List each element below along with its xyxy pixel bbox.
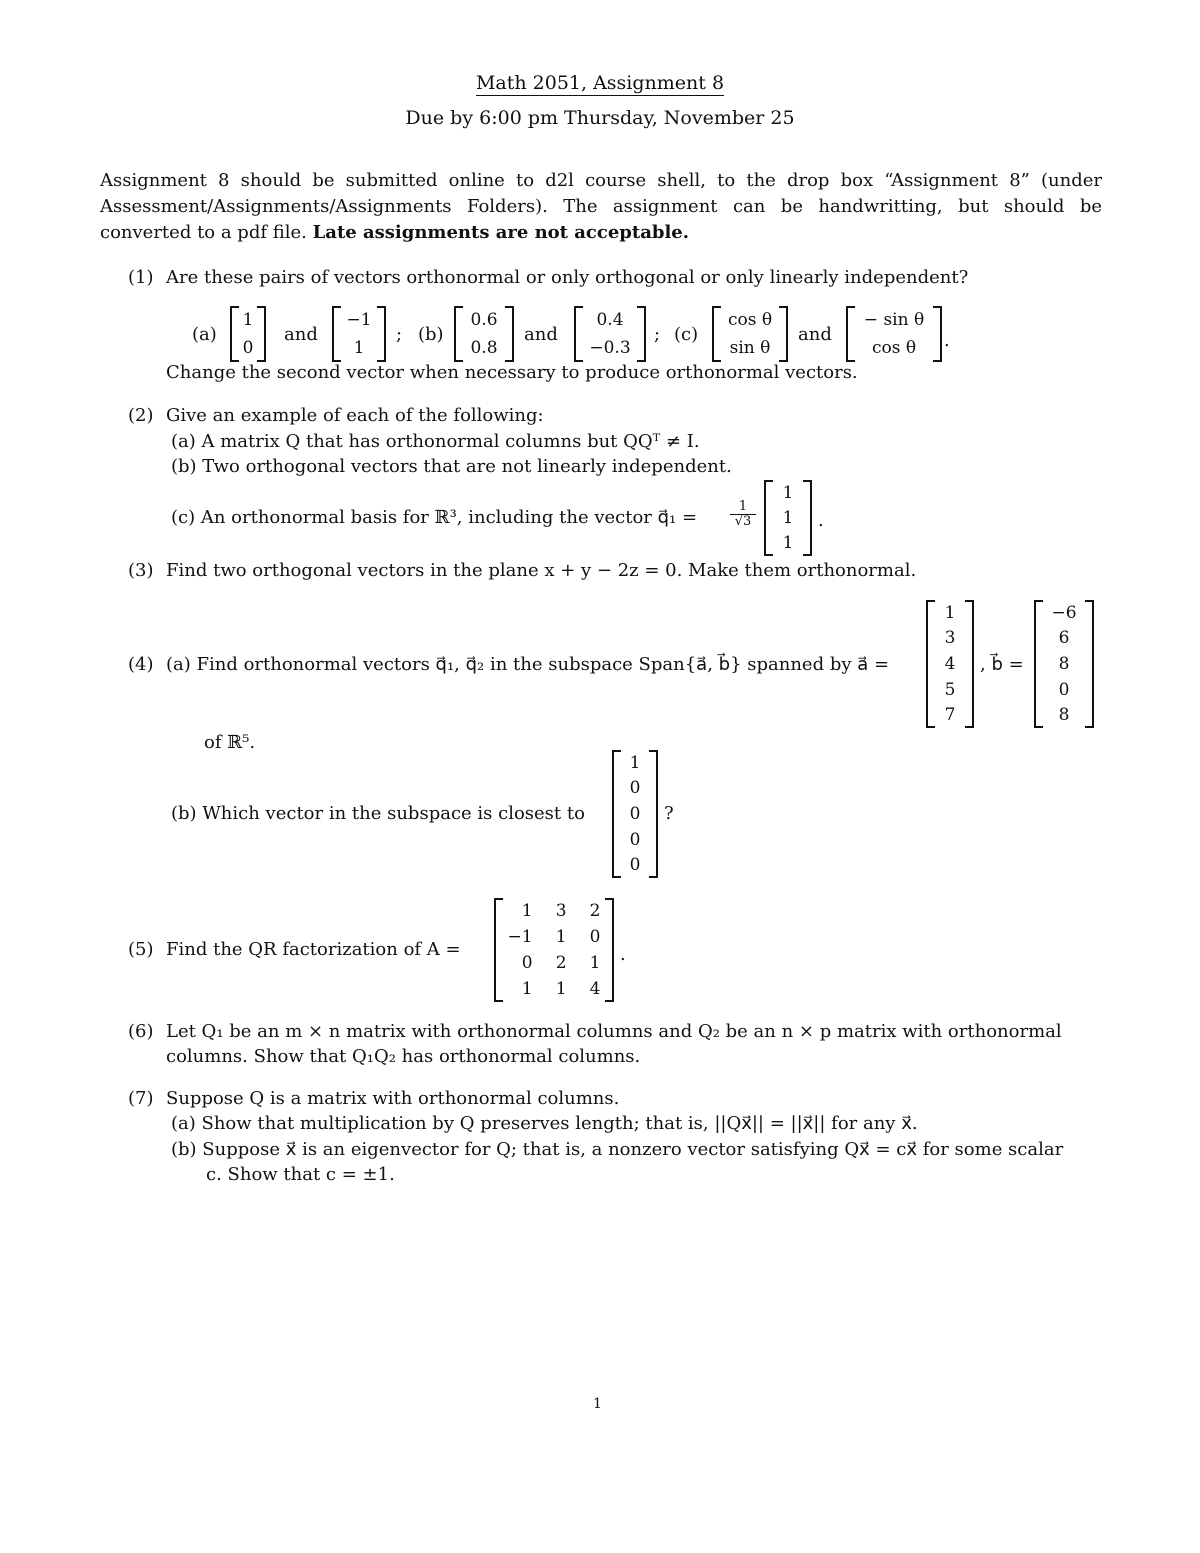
problem-7-text: Suppose Q is a matrix with orthonormal columns. <box>166 1088 620 1109</box>
problem-2-text: Give an example of each of the following: <box>166 405 544 426</box>
matrix-column: 1 −1 0 1 <box>507 901 533 999</box>
problem-4b: (b) Which vector in the subspace is closest to <box>171 803 585 824</box>
problem-7b-line1: (b) Suppose x⃗ is an eigenvector for Q; that is, a nonzero vector satisfying Qx⃗ = cx⃗ for some scalar <box>171 1139 1064 1160</box>
problem-6-line1: Let Q₁ be an m × n matrix with orthonormal columns and Q₂ be an n × p matrix with orthonormal <box>166 1021 1062 1042</box>
problem-1-label-a: (a) <box>192 324 217 345</box>
problem-1-followup: Change the second vector when necessary to produce orthonormal vectors. <box>166 362 858 383</box>
problem-1-number: (1) <box>128 267 154 288</box>
problem-3 <box>128 560 916 582</box>
matrix-column: 3 1 2 1 <box>555 901 567 999</box>
assignment-title: Math 2051, Assignment 8 <box>475 72 725 94</box>
problem-4 <box>128 654 889 676</box>
matrix-column: 2 0 1 4 <box>589 901 601 999</box>
problem-5-number: (5) <box>128 939 154 960</box>
problem-6 <box>128 1021 1062 1043</box>
problem-5-text: Find the QR factorization of A = <box>166 939 461 960</box>
problem-1-label-b: (b) <box>418 324 444 345</box>
problem-4-number: (4) <box>128 654 154 675</box>
problem-2a: (a) A matrix Q that has orthonormal columns but QQᵀ ≠ I. <box>171 431 700 452</box>
vector-q1: 1 1 1 <box>764 480 812 556</box>
late-notice: Late assignments are not acceptable. <box>312 222 689 243</box>
and-text: and <box>798 324 832 345</box>
matrix-a <box>494 898 614 1002</box>
problem-6-number: (6) <box>128 1021 154 1042</box>
vector-b2: 0.4 −0.3 <box>574 306 646 362</box>
vector-c1: cos θ sin θ <box>712 306 788 362</box>
problem-2c: (c) An orthonormal basis for ℝ³, including the vector q⃗₁ = <box>171 507 698 528</box>
period: . <box>944 330 950 351</box>
vector-a1: 1 0 <box>230 306 266 362</box>
due-date: Due by 6:00 pm Thursday, November 25 <box>405 107 795 129</box>
problem-3-text: Find two orthogonal vectors in the plane x + y − 2z = 0. Make them orthonormal. <box>166 560 917 581</box>
vector-e1: 1 0 0 0 0 <box>612 750 658 878</box>
vector-c2: − sin θ cos θ <box>846 306 942 362</box>
problem-4a-text: (a) Find orthonormal vectors q⃗₁, q⃗₂ in the subspace Span{a⃗, b⃗} spanned by a⃗ = <box>166 654 890 675</box>
fraction <box>730 500 756 529</box>
problem-2 <box>128 405 544 427</box>
problem-7 <box>128 1088 619 1110</box>
page-number: 1 <box>593 1396 602 1412</box>
problem-3-number: (3) <box>128 560 154 581</box>
vector-b-label: , b⃗ = <box>980 654 1024 675</box>
and-text: and <box>524 324 558 345</box>
problem-7-number: (7) <box>128 1088 154 1109</box>
intro-text: Assignment 8 should be submitted online to d2l course shell, to the drop box “Assignment 8” (under Assessment/Assignments/Assignments Folders). The assignment can be handwritting, but should be converted to a pdf file. <box>100 170 1102 243</box>
fraction-numerator: 1 <box>730 500 756 515</box>
problem-1-text: Are these pairs of vectors orthonormal or only orthogonal or only linearly independent? <box>166 267 969 288</box>
vector-b1: 0.6 0.8 <box>454 306 514 362</box>
problem-1-label-c: (c) <box>674 324 699 345</box>
vector-a: 1 3 4 5 7 <box>926 600 974 728</box>
separator: ; <box>396 324 403 345</box>
problem-7b-line2: c. Show that c = ±1. <box>206 1164 395 1185</box>
and-text: and <box>284 324 318 345</box>
problem-1 <box>128 267 968 289</box>
separator: ; <box>654 324 661 345</box>
vector-b: −6 6 8 0 8 <box>1034 600 1094 728</box>
problem-7a: (a) Show that multiplication by Q preserves length; that is, ||Qx⃗|| = ||x⃗|| for any x⃗. <box>171 1113 918 1134</box>
problem-6-line2: columns. Show that Q₁Q₂ has orthonormal columns. <box>166 1046 641 1067</box>
period: . <box>620 944 626 965</box>
fraction-denominator: √3 <box>734 514 752 529</box>
problem-5 <box>128 939 461 961</box>
problem-4-of: of ℝ⁵. <box>204 732 256 753</box>
period: . <box>818 510 824 531</box>
vector-a2: −1 1 <box>332 306 386 362</box>
problem-2b: (b) Two orthogonal vectors that are not linearly independent. <box>171 456 732 477</box>
intro-paragraph <box>100 168 1102 246</box>
question-mark: ? <box>664 803 674 824</box>
problem-2-number: (2) <box>128 405 154 426</box>
